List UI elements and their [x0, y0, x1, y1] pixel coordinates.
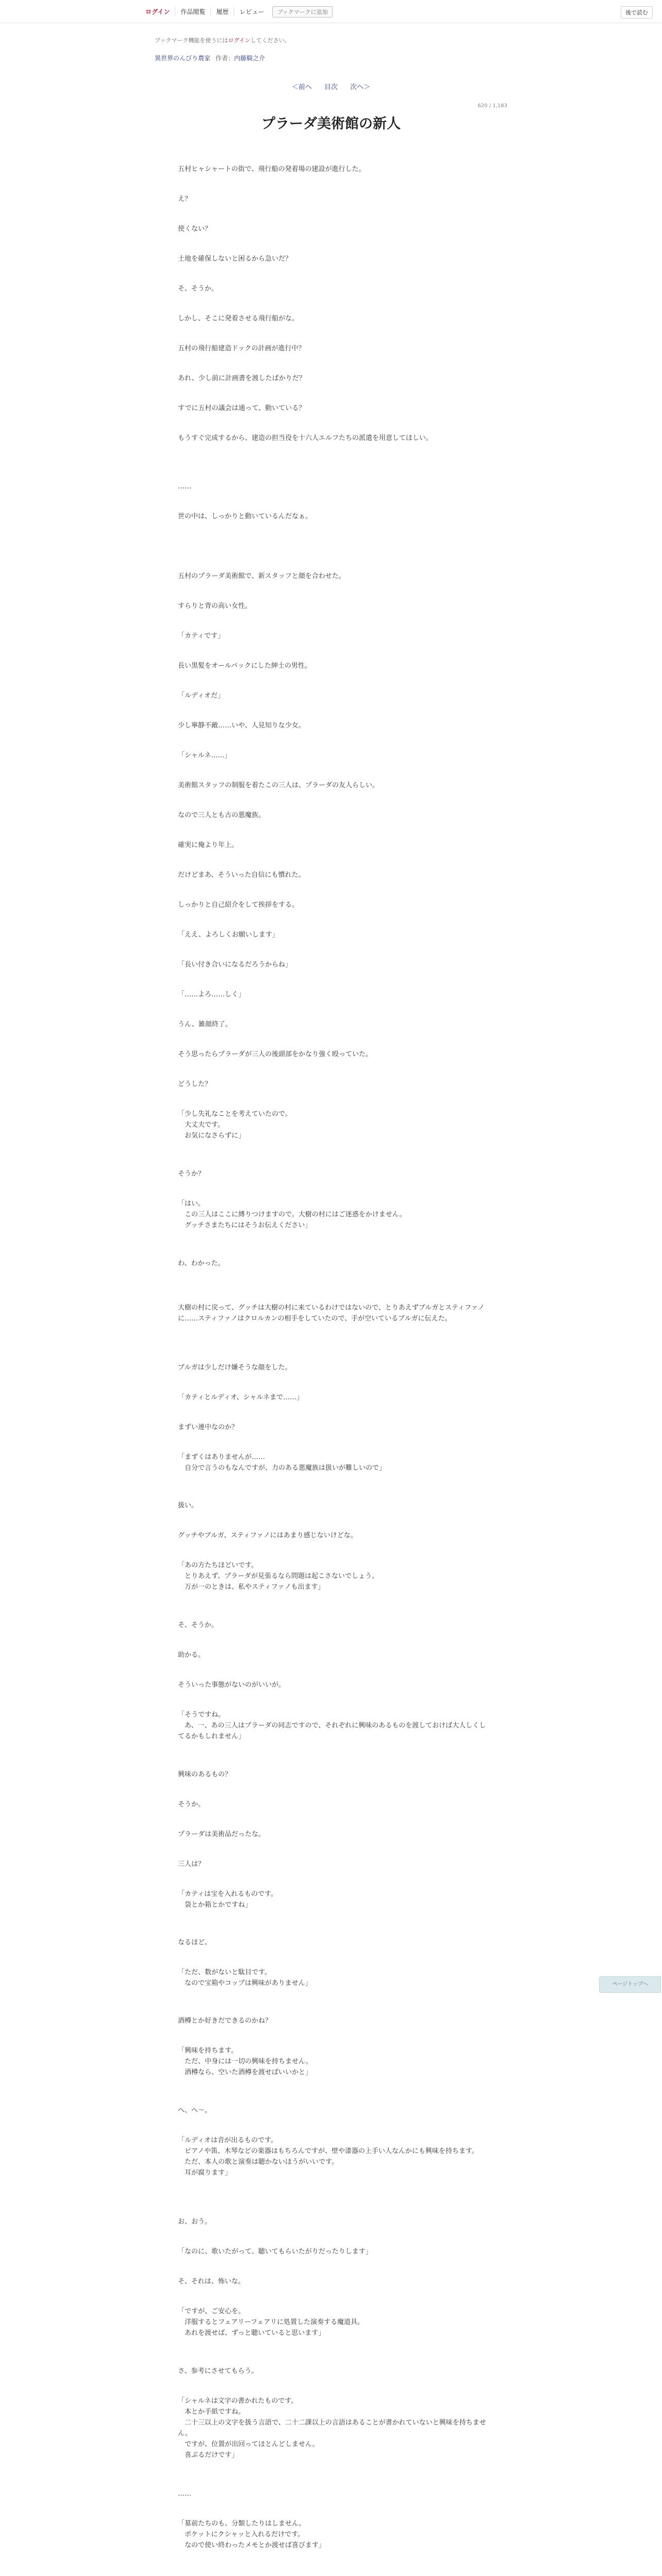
paragraph-text: 「そうですね。 あ、一、あの三人はプラーダの同志ですので、それぞれに興味のあるものを渡しておけば大人しくしてるかもしれません」 [178, 1711, 486, 1740]
paragraph [178, 1168, 487, 1179]
paragraph [178, 2276, 487, 2287]
paragraph-text: しっかりと自己紹介をして挨拶をする。 [178, 901, 299, 909]
chapter-title: プラーダ美術館の新人 [261, 116, 401, 132]
paragraph [178, 1650, 487, 1660]
paragraph [178, 1680, 487, 1690]
paragraph [178, 750, 487, 761]
paragraph-text: さ、参考にさせてもらう。 [178, 2367, 258, 2375]
paragraph [178, 2396, 487, 2461]
paragraph [178, 2306, 487, 2338]
notice-text-after: してください。 [250, 37, 290, 44]
paragraph [178, 1859, 487, 1870]
paragraph-text: 世の中は、しっかりと動いているんだなぁ。 [178, 513, 312, 520]
paragraph-text: 「少し失礼なことを考えていたので。 大丈夫です。 お気になさらずに」 [178, 1110, 292, 1140]
next-link[interactable]: 次へ＞ [350, 83, 371, 91]
paragraph [178, 224, 487, 234]
paragraph-text: 「なのに、歌いたがって、聴いてもらいたがりだったりします」 [178, 2248, 372, 2256]
paragraph-text: 「墓前たちのも、分類したりはしません。 ポケットにクシャッと入れるだけです。 なので使い終わったメモとか渡せば喜びます」 [178, 2520, 325, 2549]
paragraph [178, 433, 487, 444]
paragraph-text: 「ルディオだ」 [178, 692, 224, 700]
paragraph-text: 「ですが、ご安心を。 洋服するとフェアリーフェアリに処置した演奏する魔道具。 あれを渡せば、ずっと聴いていると思います」 [178, 2308, 365, 2337]
paragraph [178, 571, 487, 582]
paragraph-text: …… [178, 483, 191, 490]
paragraph [178, 690, 487, 701]
paragraph [178, 403, 487, 414]
global-nav [145, 6, 333, 18]
paragraph [178, 283, 487, 294]
paragraph-text: 五村のプラーダ美術館で、新スタッフと顔を合わせた。 [178, 572, 345, 580]
paragraph [178, 194, 487, 205]
paragraph [178, 870, 487, 880]
paragraph-text: なので三人とも古の悪魔族。 [178, 811, 266, 819]
header-bar [0, 0, 662, 23]
paragraph [178, 2105, 487, 2116]
nav-history[interactable]: 履歴 [211, 7, 234, 16]
paragraph [178, 1560, 487, 1592]
paragraph-text: 「興味を持ちます。 ただ、中身には一切の興味を持ちません。 酒樽なら、空いた酒樽を渡せばいいかと」 [178, 2047, 312, 2076]
paragraph [178, 511, 487, 522]
nav-review[interactable]: レビュー [239, 8, 264, 15]
paragraph [178, 1530, 487, 1541]
paragraph-text: へ、へ～。 [178, 2107, 212, 2114]
paragraph-text: 美術館スタッフの制服を着たこの三人は、プラーダの友人らしい。 [178, 782, 379, 789]
paragraph-text: 三人は？ [178, 1860, 205, 1868]
paragraph-text: 確実に俺より年上。 [178, 841, 239, 849]
work-meta [155, 54, 265, 62]
paragraph [178, 1829, 487, 1840]
paragraph-text: すらりと背の高い女性。 [178, 602, 252, 610]
notice-login-link[interactable]: ログイン [228, 37, 251, 44]
paragraph [178, 481, 487, 492]
page-top-button[interactable]: ページトップへ [599, 1976, 661, 1993]
paragraph [178, 631, 487, 641]
paragraph-text: 「ルディオは音が出るものです。 ピアノや笛、木琴などの楽器はもちろんですが、壁や漆器の上手い人なんかにも興味を持ちます。 ただ、本人の歌と演奏は聴かないほうがいいです。 耳が腐ります」 [178, 2137, 478, 2177]
paragraph-text: 「まずくはありませんが…… 自分で言うのもなんですが、力のある悪魔族は扱いが難しいので」 [178, 1453, 386, 1472]
paragraph-text: だけどまあ、そういった自信にも慣れた。 [178, 871, 305, 879]
paragraph-text: そ、それは、怖いな。 [178, 2278, 245, 2285]
prev-link[interactable]: ＜前へ [291, 83, 312, 91]
paragraph-text: そうか？ [178, 1170, 205, 1178]
paragraph [178, 1302, 487, 1324]
paragraph-text: そ、そうか。 [178, 285, 218, 293]
paragraph-text: え？ [178, 195, 192, 203]
paragraph-text: 「長い付き合いになるだろうからね」 [178, 961, 292, 969]
paragraph-text: 少し寧静不敵……いや、人見知りな少女。 [178, 722, 305, 730]
paragraph-text: まずい連中なのか？ [178, 1423, 239, 1431]
chapter-pager-top [0, 81, 662, 91]
paragraph-text: 「カティは宝を入れるものです。 袋とか箱とかですね」 [178, 1890, 277, 1909]
paragraph-text: わ、わかった。 [178, 1260, 225, 1267]
paragraph-text: しかし、そこに発着させる飛行船がな。 [178, 315, 299, 323]
paragraph [178, 1967, 487, 1989]
paragraph [178, 1709, 487, 1742]
paragraph [178, 373, 487, 384]
paragraph-text: 大樹の村に戻って、グッチは大樹の村に来ているわけではないので、とりあえずブルガとスティファノに……スティファノはクロルカンの相手をしていたので、手が空いているブルガに伝えた。 [178, 1304, 485, 1323]
paragraph [178, 1422, 487, 1433]
paragraph-text: …… [178, 2490, 191, 2498]
paragraph [178, 164, 487, 175]
author-label: 作者： [216, 55, 235, 62]
paragraph-text: 「はい。 この三人はここに縛りつけますので。大樹の村にはご迷惑をかけません。 グッチさまたちにはそうお伝えください」 [178, 1200, 406, 1229]
paragraph [178, 2045, 487, 2078]
paragraph [178, 1500, 487, 1511]
paragraph-text: 長い黒髪をオールバックにした紳士の男性。 [178, 662, 311, 670]
paragraph [178, 989, 487, 1000]
paragraph [178, 2366, 487, 2377]
paragraph [178, 1889, 487, 1910]
paragraph-text: そうか。 [178, 1801, 205, 1808]
paragraph [178, 959, 487, 970]
login-link[interactable]: ログイン [145, 7, 175, 16]
paragraph [178, 929, 487, 940]
bookmark-button[interactable]: ブックマークに追加 [272, 6, 332, 18]
paragraph-text: 「あの方たちほどいです。 とりあえず、プラーダが見張るなら問題は起こさないでしょう。 万が一のときは、私やスティファノも出ます」 [178, 1562, 378, 1591]
paragraph [178, 2246, 487, 2257]
paragraph [178, 1392, 487, 1403]
paragraph-text: グッチやブルガ、スティファノにはあまり感じないけどな。 [178, 1532, 357, 1539]
paragraph [178, 601, 487, 612]
paragraph-text: 「カティです」 [178, 632, 224, 640]
paragraph [178, 1198, 487, 1231]
read-later-button[interactable]: 後で読む [621, 6, 653, 19]
chapter-number: 620 / 1,183 [477, 103, 507, 109]
paragraph [178, 2518, 487, 2551]
paragraph-text: 五村ヒャシャートの街で、飛行船の発着場の建設が進行した。 [178, 165, 366, 173]
paragraph-text: もうすぐ完成するから、建造の担当役を十六人エルフたちの派遣を用意してほしい。 [178, 434, 433, 442]
paragraph [178, 840, 487, 851]
paragraph-text: お、おう。 [178, 2218, 212, 2226]
paragraph [178, 2015, 487, 2026]
bookmark-notice [155, 36, 290, 44]
series-link[interactable]: 異世界のんびり農家 [155, 55, 211, 62]
paragraph-text: すでに五村の議会は通って、動いている？ [178, 404, 306, 412]
paragraph-text: ブルガは少しだけ嫌そうな顔をした。 [178, 1364, 292, 1371]
paragraph-text: 「シャルネは文字の書かれたものです。 本とか手紙ですね。 二十三以上の文字を扱う言語で、二十二課以上の言語はあることが書かれていないと興味を持ちません。 ですが、位置が出回ってほとんどしません。 喜ぶるだけです」 [178, 2397, 486, 2459]
paragraph-text: 「ただ、数がないと駄目です。 なので宝箱やコップは興味がありません」 [178, 1969, 312, 1987]
paragraph-text: 五村の飛行船建造ドックの計画が進行中？ [178, 345, 305, 352]
paragraph-text: 「シャルネ……」 [178, 752, 231, 759]
paragraph [178, 1109, 487, 1141]
paragraph [178, 1620, 487, 1631]
paragraph [178, 1799, 487, 1810]
paragraph-text: 興味のあるもの？ [178, 1771, 232, 1778]
paragraph [178, 1769, 487, 1780]
nav-works[interactable]: 作品閲覧 [175, 7, 211, 16]
paragraph [178, 2216, 487, 2227]
paragraph [178, 1258, 487, 1269]
paragraph [178, 1049, 487, 1060]
paragraph-text: 「ええ、よろしくお願いします」 [178, 931, 279, 939]
paragraph [178, 2488, 487, 2499]
paragraph [178, 1937, 487, 1948]
paragraph [178, 1019, 487, 1030]
paragraph-text: 土地を確保しないと困るから急いだ？ [178, 255, 292, 263]
paragraph [178, 313, 487, 324]
paragraph [178, 780, 487, 791]
paragraph [178, 720, 487, 731]
paragraph-text: プラーダは美術品だったな。 [178, 1831, 266, 1838]
paragraph-text: そ、そうか。 [178, 1621, 218, 1629]
paragraph-text: 扱い。 [178, 1502, 198, 1510]
paragraph-text: 酒樽とか好きだできるのかね？ [178, 2017, 272, 2025]
paragraph-text: 使くない？ [178, 225, 212, 233]
paragraph [178, 810, 487, 821]
paragraph [178, 253, 487, 264]
paragraph-text: なるほど。 [178, 1939, 212, 1946]
paragraph-text: 「カティとルディオ、シャルネまで……」 [178, 1394, 304, 1401]
paragraph [178, 1079, 487, 1090]
paragraph-text: うん、雑顔終了。 [178, 1021, 232, 1028]
paragraph [178, 343, 487, 354]
notice-text-before: ブックマーク機能を使うには [155, 37, 228, 44]
toc-link[interactable]: 目次 [324, 83, 338, 91]
paragraph-text: あれ、少し前に計画書を渡したばかりだ？ [178, 375, 306, 382]
paragraph-text: そういった事態がないのがいいが。 [178, 1681, 286, 1689]
paragraph [178, 1362, 487, 1373]
paragraph-text: そう思ったらプラーダが三人の後頭部をかなり強く殴っていた。 [178, 1050, 373, 1058]
paragraph [178, 2135, 487, 2178]
paragraph-text: どうした？ [178, 1080, 212, 1088]
paragraph [178, 660, 487, 671]
paragraph [178, 900, 487, 910]
paragraph-text: 助かる。 [178, 1651, 205, 1659]
paragraph [178, 1452, 487, 1473]
author-link[interactable]: 内藤騎之介 [234, 55, 266, 62]
paragraph-text: 「……よろ……しく」 [178, 991, 245, 998]
